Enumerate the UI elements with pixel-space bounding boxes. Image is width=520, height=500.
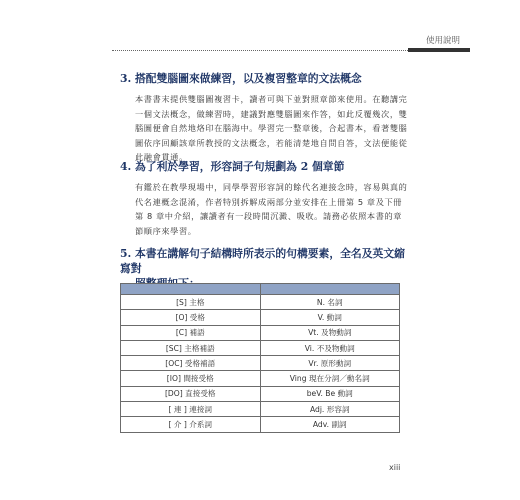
header-dotted-rule [112,50,408,51]
table-cell-abbreviation: Vi. 不及物動詞 [260,340,400,355]
table-cell-element: [DO] 直接受格 [121,386,261,401]
section-4-title [120,159,410,174]
table-cell-abbreviation: Vt. 及物動詞 [260,325,400,340]
table-row [121,371,400,386]
table-cell-element: [SC] 主格補語 [121,340,261,355]
table-header-cell-left [121,284,261,295]
section-4-number: 4. [120,160,132,173]
section-4 [120,159,410,238]
section-3-number: 3. [120,72,132,85]
table-cell-abbreviation: V. 動詞 [260,310,400,325]
table-cell-element: [S] 主格 [121,295,261,310]
page-number: xiii [389,463,401,472]
table-row [121,325,400,340]
table-row [121,386,400,401]
table-cell-abbreviation: Ving 現在分詞／動名詞 [260,371,400,386]
table-cell-element: [IO] 間接受格 [121,371,261,386]
section-4-body: 有鑑於在教學現場中，同學學習形容詞的餘代名連接念時，容易與真的代名連概念混淆，作者特別拆解成兩部分並安排在上冊第 5 章及下冊第 8 章中介紹，讓讀者有一段時間沉澱、吸收。請務必依照本書的章節順序來學習。 [135,182,408,236]
table-row [121,295,400,310]
table-cell-abbreviation: beV. Be 動詞 [260,386,400,401]
table-cell-element: [ 介 ] 介系詞 [121,417,261,432]
table-row [121,340,400,355]
table-cell-element: [OC] 受格補語 [121,356,261,371]
table-header-cell-right [260,284,400,295]
running-header: 使用說明 [425,36,460,46]
table-row [121,402,400,417]
section-3-heading: 搭配雙腦圖來做練習，以及複習整章的文法概念 [135,72,362,85]
table-row [121,310,400,325]
table-cell-abbreviation: Adv. 副詞 [260,417,400,432]
table-cell-abbreviation: Vr. 原形動詞 [260,356,400,371]
table-row [121,417,400,432]
section-5-heading-line1: 本書在講解句子結構時所表示的句構要素，全名及英文縮寫對 [120,247,405,275]
table-cell-abbreviation: N. 名詞 [260,295,400,310]
table-cell-element: [C] 補語 [121,325,261,340]
header-accent-bar [408,48,470,52]
grammar-abbreviation-table [120,283,400,433]
section-3-title [120,71,410,86]
section-3 [120,71,410,165]
section-5-number: 5. [120,247,132,260]
section-4-heading: 為了利於學習，形容詞子句規劃為 2 個章節 [135,160,345,173]
table-header-row [121,284,400,295]
table-cell-element: [ 連 ] 連接詞 [121,402,261,417]
table-row [121,356,400,371]
table-cell-element: [O] 受格 [121,310,261,325]
table-cell-abbreviation: Adj. 形容詞 [260,402,400,417]
section-3-body: 本書書末提供雙腦圖複習卡，讀者可與下並對照章節來使用。在聽講完一個文法概念，做練習時，建議對應雙腦圖來作答，如此反覆幾次，雙腦圖便會自然地烙印在腦海中。學習完一整章後，合起書本，看著雙腦圖依序回顧該章所教授的文法概念，若能清楚地自問自答，文法便能從此融會貫通。 [135,94,408,163]
